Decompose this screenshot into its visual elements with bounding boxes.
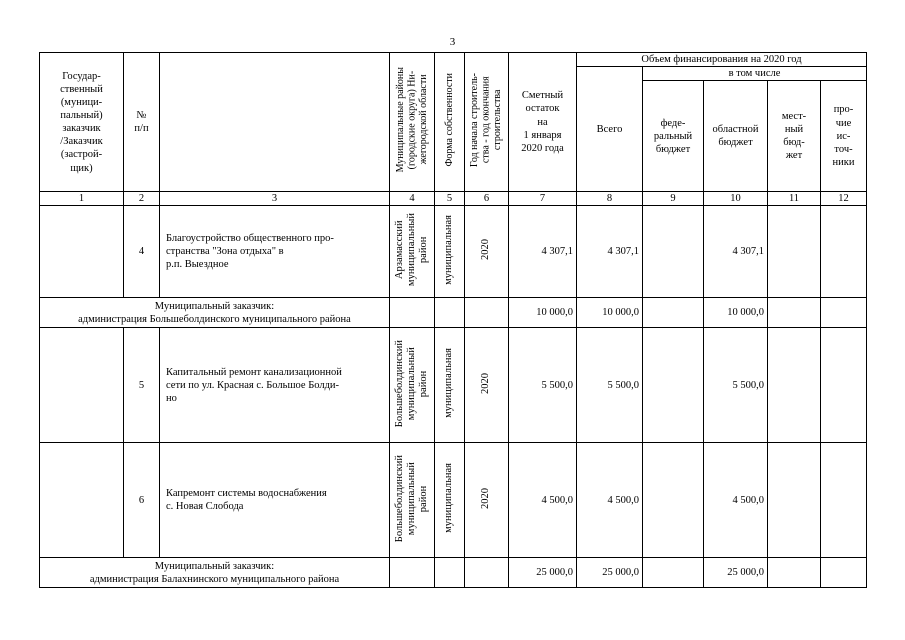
subtotal-estimate: 10 000,0 [509,298,577,328]
cell-empty [465,298,509,328]
column-number: 11 [768,192,821,206]
cell-local [768,443,821,558]
cell-number: 5 [124,328,160,443]
cell-empty [390,558,435,588]
cell-year: 2020 [465,443,509,558]
column-number: 9 [643,192,704,206]
subtotal-estimate: 25 000,0 [509,558,577,588]
cell-object-name: Капитальный ремонт канализационной сети по ул. Красная с. Большое Болди- но [160,328,390,443]
header-customer: Государ- ственный (муници- пальный) заказчик /Заказчик (застрой- щик) [40,53,124,192]
header-ownership: Форма собственности [435,53,465,192]
cell-number: 6 [124,443,160,558]
cell-total: 4 307,1 [577,206,643,298]
cell-regional: 4 307,1 [704,206,768,298]
cell-district: Арзамасский муниципальный район [390,206,435,298]
cell-other [821,443,867,558]
header-other: про- чие ис- точ- ники [821,81,867,192]
cell-empty [435,298,465,328]
subtotal-row [40,558,867,588]
cell-number: 4 [124,206,160,298]
cell-federal [643,443,704,558]
cell-empty [821,558,867,588]
cell-object-name: Капремонт системы водоснабжения с. Новая Слобода [160,443,390,558]
column-number: 7 [509,192,577,206]
table-row [40,206,867,298]
header-regional: областной бюджет [704,81,768,192]
cell-empty [435,558,465,588]
column-number: 5 [435,192,465,206]
column-number: 4 [390,192,435,206]
column-number: 10 [704,192,768,206]
table-row [40,443,867,558]
cell-other [821,328,867,443]
subtotal-label: Муниципальный заказчик: администрация Балахнинского муниципального района [40,558,390,588]
subtotal-row [40,298,867,328]
cell-empty [768,558,821,588]
subtotal-label: Муниципальный заказчик: администрация Большеболдинского муниципального района [40,298,390,328]
cell-regional: 4 500,0 [704,443,768,558]
subtotal-regional: 10 000,0 [704,298,768,328]
column-number: 3 [160,192,390,206]
cell-empty [390,298,435,328]
column-number: 1 [40,192,124,206]
header-federal: феде- ральный бюджет [643,81,704,192]
cell-empty [821,298,867,328]
subtotal-total: 25 000,0 [577,558,643,588]
cell-empty [643,298,704,328]
header-year: Год начала строитель- ства - год окончания строительства [465,53,509,192]
header-estimate: Сметный остаток на 1 января 2020 года [509,53,577,192]
cell-total: 5 500,0 [577,328,643,443]
subtotal-regional: 25 000,0 [704,558,768,588]
column-numbers-row [40,192,867,206]
cell-local [768,328,821,443]
column-number: 6 [465,192,509,206]
cell-ownership: муниципальная [435,206,465,298]
cell-year: 2020 [465,206,509,298]
cell-object-name: Благоустройство общественного про- странства "Зона отдыха" в р.п. Выездное [160,206,390,298]
header-financing-title: Объем финансирования на 2020 год [577,53,867,67]
cell-federal [643,206,704,298]
cell-estimate: 5 500,0 [509,328,577,443]
table-row [40,328,867,443]
header-local: мест- ный бюд- жет [768,81,821,192]
header-including: в том числе [643,67,867,81]
cell-customer [40,328,124,443]
page-number: 3 [449,36,456,48]
cell-empty [768,298,821,328]
financing-table [39,52,867,588]
cell-customer [40,443,124,558]
header-number: № п/п [124,53,160,192]
header-districts: Муниципальные районы (городские округа) Ни- жегородской области [390,53,435,192]
cell-regional: 5 500,0 [704,328,768,443]
column-number: 12 [821,192,867,206]
cell-year: 2020 [465,328,509,443]
header-object-name [160,53,390,192]
cell-district: Большеболдинский муниципальный район [390,328,435,443]
cell-customer [40,206,124,298]
cell-ownership: муниципальная [435,443,465,558]
cell-ownership: муниципальная [435,328,465,443]
cell-local [768,206,821,298]
cell-other [821,206,867,298]
cell-estimate: 4 307,1 [509,206,577,298]
column-number: 8 [577,192,643,206]
column-number: 2 [124,192,160,206]
cell-federal [643,328,704,443]
cell-empty [643,558,704,588]
cell-estimate: 4 500,0 [509,443,577,558]
header-total: Всего [577,67,643,192]
cell-district: Большеболдинский муниципальный район [390,443,435,558]
cell-empty [465,558,509,588]
cell-total: 4 500,0 [577,443,643,558]
subtotal-total: 10 000,0 [577,298,643,328]
